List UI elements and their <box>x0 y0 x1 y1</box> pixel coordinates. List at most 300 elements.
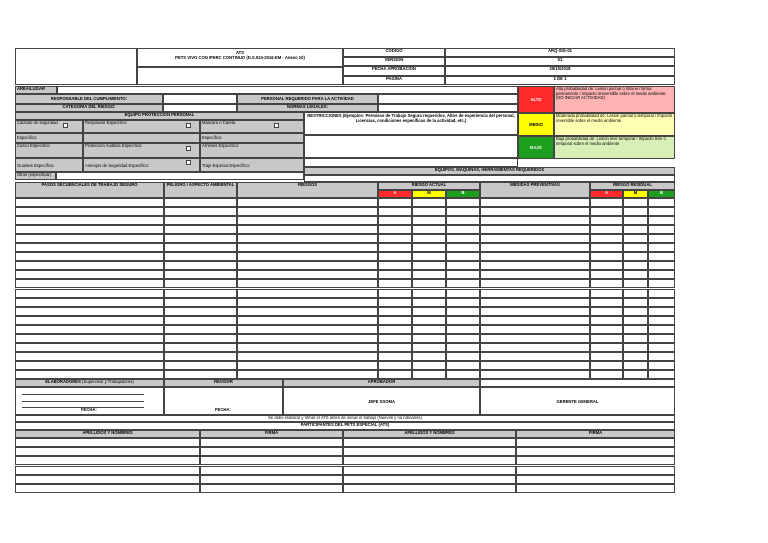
table-cell[interactable] <box>237 216 378 225</box>
table-cell[interactable] <box>412 298 446 307</box>
categoria-value[interactable] <box>163 104 237 112</box>
participant-cell[interactable] <box>15 438 200 447</box>
table-cell[interactable] <box>590 343 623 352</box>
elaboradores-sign-line-1 <box>22 394 144 395</box>
table-cell[interactable] <box>446 334 480 343</box>
table-cell[interactable] <box>648 343 675 352</box>
table-cell[interactable] <box>446 307 480 316</box>
table-cell[interactable] <box>623 352 648 361</box>
table-cell[interactable] <box>480 270 590 279</box>
table-cell[interactable] <box>15 279 164 288</box>
table-cell[interactable] <box>237 370 378 379</box>
epp-cell <box>200 158 304 172</box>
table-cell[interactable] <box>623 316 648 325</box>
table-cell[interactable] <box>623 261 648 270</box>
part-header-apellidos-1: APELLIDOS Y NOMBRES <box>15 430 200 438</box>
table-cell[interactable] <box>590 298 623 307</box>
table-cell[interactable] <box>648 243 675 252</box>
table-cell[interactable] <box>164 316 237 325</box>
table-cell[interactable] <box>446 207 480 216</box>
table-cell[interactable] <box>164 334 237 343</box>
table-cell[interactable] <box>237 361 378 370</box>
area-value[interactable] <box>57 86 518 94</box>
header-medidas: MEDIDAS PREVENTIVAS <box>480 182 590 198</box>
table-cell[interactable] <box>480 198 590 207</box>
table-cell[interactable] <box>412 361 446 370</box>
restricciones-value-2[interactable] <box>304 158 518 167</box>
form-title-blank <box>137 67 343 85</box>
table-cell[interactable] <box>15 361 164 370</box>
table-cell[interactable] <box>164 225 237 234</box>
risk-alto-badge: ALTO <box>518 86 554 113</box>
table-cell[interactable] <box>164 307 237 316</box>
fecha-aprobacion-value: 25/10/2018 <box>445 66 675 76</box>
table-cell[interactable] <box>590 361 623 370</box>
table-cell[interactable] <box>590 225 623 234</box>
epp-item-anteojos: Anteojos de Seguridad Específico: <box>85 163 150 168</box>
table-cell[interactable] <box>623 216 648 225</box>
table-cell[interactable] <box>623 198 648 207</box>
table-cell[interactable] <box>446 225 480 234</box>
table-cell[interactable] <box>378 307 412 316</box>
table-cell[interactable] <box>412 343 446 352</box>
table-cell[interactable] <box>237 289 378 298</box>
restricciones-label: RESTRICCIONES (Ejemplos: Permisos de Trabajo Seguro requeridos, Altos de experiencia del personal, Licencias, condiciones específicas de la actividad, etc.) <box>304 112 518 135</box>
table-cell[interactable] <box>590 316 623 325</box>
participant-cell[interactable] <box>343 484 516 493</box>
table-cell[interactable] <box>412 307 446 316</box>
table-cell[interactable] <box>648 216 675 225</box>
table-cell[interactable] <box>237 234 378 243</box>
table-cell[interactable] <box>480 370 590 379</box>
table-cell[interactable] <box>412 243 446 252</box>
epp-item-especifico-1: Específico: <box>17 135 38 140</box>
table-cell[interactable] <box>623 325 648 334</box>
actual-col-b: B <box>446 190 480 198</box>
revisor-header: REVISOR <box>164 379 283 387</box>
table-cell[interactable] <box>164 270 237 279</box>
table-cell[interactable] <box>378 225 412 234</box>
table-cell[interactable] <box>480 207 590 216</box>
table-cell[interactable] <box>237 343 378 352</box>
table-cell[interactable] <box>15 289 164 298</box>
table-cell[interactable] <box>590 198 623 207</box>
table-cell[interactable] <box>412 325 446 334</box>
risk-medio-badge: MEDIO <box>518 113 554 136</box>
participant-cell[interactable] <box>343 475 516 484</box>
table-cell[interactable] <box>623 243 648 252</box>
table-cell[interactable] <box>378 207 412 216</box>
table-cell[interactable] <box>378 343 412 352</box>
table-cell[interactable] <box>480 316 590 325</box>
participant-cell[interactable] <box>516 475 675 484</box>
table-cell[interactable] <box>378 270 412 279</box>
table-cell[interactable] <box>446 261 480 270</box>
table-cell[interactable] <box>590 234 623 243</box>
header-riesgo-actual: RIESGO ACTUAL <box>378 182 480 190</box>
otros-value[interactable] <box>56 172 304 180</box>
table-cell[interactable] <box>412 261 446 270</box>
table-cell[interactable] <box>164 361 237 370</box>
table-cell[interactable] <box>15 334 164 343</box>
table-cell[interactable] <box>15 343 164 352</box>
epp-cell <box>200 133 304 143</box>
epp-item-calzado: Calzado de seguridad <box>17 120 58 125</box>
table-cell[interactable] <box>623 270 648 279</box>
normas-label: NORMAS LEGALES: <box>237 104 378 112</box>
table-cell[interactable] <box>378 289 412 298</box>
participant-cell[interactable] <box>200 456 343 465</box>
personal-value[interactable] <box>378 94 518 104</box>
participant-cell[interactable] <box>15 484 200 493</box>
participant-cell[interactable] <box>343 438 516 447</box>
table-cell[interactable] <box>378 316 412 325</box>
table-cell[interactable] <box>446 316 480 325</box>
table-cell[interactable] <box>15 325 164 334</box>
table-cell[interactable] <box>15 316 164 325</box>
table-cell[interactable] <box>446 243 480 252</box>
restricciones-value[interactable] <box>304 135 518 158</box>
table-cell[interactable] <box>412 234 446 243</box>
table-cell[interactable] <box>15 198 164 207</box>
area-label: AREA/LUGAR <box>15 86 57 94</box>
table-cell[interactable] <box>446 234 480 243</box>
categoria-label: CATEGORIA DEL RIESGO: <box>15 104 163 112</box>
part-header-firma-1: FIRMA <box>200 430 343 438</box>
table-cell[interactable] <box>164 207 237 216</box>
table-cell[interactable] <box>480 361 590 370</box>
header-riesgo-residual: RIESGO RESIDUAL <box>590 182 675 190</box>
epp-item-guantes: Guantes Específico: <box>17 163 55 168</box>
table-cell[interactable] <box>412 225 446 234</box>
responsable-value[interactable] <box>163 94 237 104</box>
version-value: 01 <box>445 57 675 66</box>
table-cell[interactable] <box>378 352 412 361</box>
fecha-revisor: FECHA: <box>215 408 231 412</box>
checkbox-calzado[interactable] <box>63 123 68 128</box>
table-cell[interactable] <box>446 198 480 207</box>
table-cell[interactable] <box>623 334 648 343</box>
fecha-elaboradores: FECHA: <box>81 408 97 412</box>
participant-cell[interactable] <box>343 447 516 456</box>
table-cell[interactable] <box>378 279 412 288</box>
table-cell[interactable] <box>446 343 480 352</box>
epp-item-traje: Traje Especial Específico: <box>202 163 251 168</box>
table-cell[interactable] <box>623 279 648 288</box>
table-cell[interactable] <box>590 279 623 288</box>
table-cell[interactable] <box>237 334 378 343</box>
epp-item-mascara: Mascara o Careta <box>202 120 236 125</box>
participant-cell[interactable] <box>15 475 200 484</box>
table-cell[interactable] <box>480 216 590 225</box>
table-cell[interactable] <box>412 279 446 288</box>
table-cell[interactable] <box>15 307 164 316</box>
participant-cell[interactable] <box>343 456 516 465</box>
table-cell[interactable] <box>164 352 237 361</box>
table-cell[interactable] <box>446 352 480 361</box>
table-cell[interactable] <box>237 279 378 288</box>
table-cell[interactable] <box>15 270 164 279</box>
checkbox-auditiva[interactable] <box>186 146 191 151</box>
gerente-general[interactable]: GERENTE GENERAL <box>480 387 675 415</box>
participant-cell[interactable] <box>516 484 675 493</box>
table-cell[interactable] <box>623 234 648 243</box>
residual-col-m: M <box>623 190 648 198</box>
table-cell[interactable] <box>590 289 623 298</box>
table-cell[interactable] <box>164 216 237 225</box>
table-cell[interactable] <box>648 289 675 298</box>
participant-cell[interactable] <box>200 466 343 475</box>
normas-value[interactable] <box>378 104 518 112</box>
table-cell[interactable] <box>590 370 623 379</box>
epp-cell <box>200 143 304 158</box>
table-cell[interactable] <box>412 316 446 325</box>
table-cell[interactable] <box>378 216 412 225</box>
table-cell[interactable] <box>590 270 623 279</box>
table-cell[interactable] <box>648 352 675 361</box>
table-cell[interactable] <box>378 234 412 243</box>
table-cell[interactable] <box>446 325 480 334</box>
table-cell[interactable] <box>237 325 378 334</box>
table-cell[interactable] <box>480 289 590 298</box>
table-cell[interactable] <box>590 307 623 316</box>
table-cell[interactable] <box>480 261 590 270</box>
table-cell[interactable] <box>164 343 237 352</box>
table-cell[interactable] <box>648 252 675 261</box>
table-cell[interactable] <box>412 352 446 361</box>
table-cell[interactable] <box>648 279 675 288</box>
table-cell[interactable] <box>446 289 480 298</box>
table-cell[interactable] <box>237 198 378 207</box>
table-cell[interactable] <box>623 289 648 298</box>
table-cell[interactable] <box>648 270 675 279</box>
residual-col-b: B <box>648 190 675 198</box>
elaboradores-sign-line-2 <box>22 401 144 402</box>
table-cell[interactable] <box>480 252 590 261</box>
table-cell[interactable] <box>590 334 623 343</box>
participant-cell[interactable] <box>200 484 343 493</box>
table-cell[interactable] <box>480 225 590 234</box>
table-cell[interactable] <box>446 252 480 261</box>
table-cell[interactable] <box>648 198 675 207</box>
table-cell[interactable] <box>590 207 623 216</box>
epp-cell <box>15 172 56 180</box>
table-cell[interactable] <box>480 298 590 307</box>
table-cell[interactable] <box>623 343 648 352</box>
table-cell[interactable] <box>623 252 648 261</box>
table-cell[interactable] <box>648 370 675 379</box>
table-cell[interactable] <box>15 252 164 261</box>
elaboradores-label: ELABORADORES <box>45 379 81 384</box>
table-cell[interactable] <box>480 234 590 243</box>
responsable-label: RESPONSABLE DEL CUMPLIMIENTO: <box>15 94 163 104</box>
checkbox-anteojos[interactable] <box>186 160 191 165</box>
version-label: VERSION <box>343 57 445 66</box>
jefe-ssoma[interactable]: JEFE SSOMA <box>283 387 480 415</box>
table-cell[interactable] <box>648 225 675 234</box>
table-cell[interactable] <box>164 243 237 252</box>
table-cell[interactable] <box>164 198 237 207</box>
table-cell[interactable] <box>590 325 623 334</box>
checkbox-mascara[interactable] <box>274 123 279 128</box>
table-cell[interactable] <box>412 216 446 225</box>
table-cell[interactable] <box>378 334 412 343</box>
table-cell[interactable] <box>480 279 590 288</box>
table-cell[interactable] <box>648 361 675 370</box>
table-cell[interactable] <box>412 207 446 216</box>
risk-bajo-description: Baja probabilidad de: Lesion leve temporal / Impacto leve o temporal sobre el medio ambiente <box>554 136 675 159</box>
table-cell[interactable] <box>237 270 378 279</box>
table-cell[interactable] <box>164 370 237 379</box>
table-cell[interactable] <box>623 225 648 234</box>
participant-cell[interactable] <box>516 447 675 456</box>
epp-item-respirador: Respirador Específico: <box>85 120 128 125</box>
epp-cell <box>15 133 83 143</box>
table-cell[interactable] <box>378 252 412 261</box>
table-cell[interactable] <box>590 352 623 361</box>
table-cell[interactable] <box>237 307 378 316</box>
table-cell[interactable] <box>446 370 480 379</box>
table-cell[interactable] <box>446 298 480 307</box>
table-cell[interactable] <box>237 243 378 252</box>
participant-cell[interactable] <box>200 475 343 484</box>
table-cell[interactable] <box>237 225 378 234</box>
table-cell[interactable] <box>623 370 648 379</box>
epp-cell <box>83 133 200 143</box>
table-cell[interactable] <box>623 298 648 307</box>
table-cell[interactable] <box>412 334 446 343</box>
participant-cell[interactable] <box>15 466 200 475</box>
participant-cell[interactable] <box>516 466 675 475</box>
epp-item-auditiva: Protección Auditiva Específico: <box>85 143 143 148</box>
elaboradores-header <box>15 379 164 387</box>
table-cell[interactable] <box>237 352 378 361</box>
fecha-aprobacion-label: FECHA APROBACION <box>343 66 445 76</box>
table-cell[interactable] <box>590 216 623 225</box>
table-cell[interactable] <box>480 343 590 352</box>
table-cell[interactable] <box>648 298 675 307</box>
table-cell[interactable] <box>480 307 590 316</box>
table-cell[interactable] <box>623 307 648 316</box>
table-cell[interactable] <box>378 298 412 307</box>
table-cell[interactable] <box>15 225 164 234</box>
table-cell[interactable] <box>480 334 590 343</box>
table-cell[interactable] <box>378 261 412 270</box>
equipos-label: EQUIPOS, MAQUINAS, HERRAMIENTAS REQUERIDOS <box>304 167 675 175</box>
table-cell[interactable] <box>15 261 164 270</box>
participant-cell[interactable] <box>200 438 343 447</box>
header-pasos: PASOS SECUENCIALES DE TRABAJO SEGURO <box>15 182 164 198</box>
table-cell[interactable] <box>15 216 164 225</box>
table-cell[interactable] <box>648 234 675 243</box>
table-cell[interactable] <box>164 261 237 270</box>
participant-cell[interactable] <box>516 438 675 447</box>
personal-label: PERSONAL REQUERIDO PARA LA ACTIVIDAD <box>237 94 378 104</box>
table-cell[interactable] <box>648 207 675 216</box>
table-cell[interactable] <box>164 252 237 261</box>
participant-cell[interactable] <box>15 456 200 465</box>
table-cell[interactable] <box>648 316 675 325</box>
table-cell[interactable] <box>590 243 623 252</box>
table-cell[interactable] <box>412 270 446 279</box>
table-cell[interactable] <box>648 261 675 270</box>
epp-cell <box>15 143 83 158</box>
equipos-value[interactable] <box>304 175 675 182</box>
form-title: ATS <box>235 50 245 55</box>
table-cell[interactable] <box>623 207 648 216</box>
table-cell[interactable] <box>446 279 480 288</box>
table-cell[interactable] <box>446 270 480 279</box>
table-cell[interactable] <box>15 243 164 252</box>
epp-cell <box>200 120 304 133</box>
elaboradores-note: (Supervisor y Trabajadores) <box>82 379 134 384</box>
codigo-value: ARQ-SIG-01 <box>445 48 675 57</box>
table-cell[interactable] <box>412 289 446 298</box>
table-cell[interactable] <box>164 298 237 307</box>
table-cell[interactable] <box>378 325 412 334</box>
part-header-apellidos-2: APELLIDOS Y NOMBRES <box>343 430 516 438</box>
table-cell[interactable] <box>164 279 237 288</box>
header-peligro: PELIGRO / ASPECTO AMBIENTAL <box>164 182 237 198</box>
logo-cell <box>15 48 137 85</box>
table-cell[interactable] <box>15 207 164 216</box>
table-cell[interactable] <box>412 370 446 379</box>
table-cell[interactable] <box>15 352 164 361</box>
table-cell[interactable] <box>378 198 412 207</box>
participant-cell[interactable] <box>200 447 343 456</box>
table-cell[interactable] <box>480 325 590 334</box>
table-cell[interactable] <box>237 298 378 307</box>
table-cell[interactable] <box>164 289 237 298</box>
table-cell[interactable] <box>648 325 675 334</box>
table-cell[interactable] <box>237 207 378 216</box>
table-cell[interactable] <box>237 316 378 325</box>
table-cell[interactable] <box>15 370 164 379</box>
checkbox-respirador[interactable] <box>186 123 191 128</box>
table-cell[interactable] <box>590 261 623 270</box>
table-cell[interactable] <box>446 216 480 225</box>
table-cell[interactable] <box>164 325 237 334</box>
participant-cell[interactable] <box>15 447 200 456</box>
table-cell[interactable] <box>480 352 590 361</box>
table-cell[interactable] <box>378 370 412 379</box>
participant-cell[interactable] <box>343 466 516 475</box>
table-cell[interactable] <box>590 252 623 261</box>
table-cell[interactable] <box>378 361 412 370</box>
table-cell[interactable] <box>237 252 378 261</box>
table-cell[interactable] <box>15 234 164 243</box>
table-cell[interactable] <box>623 361 648 370</box>
table-cell[interactable] <box>480 243 590 252</box>
participant-cell[interactable] <box>516 456 675 465</box>
table-cell[interactable] <box>15 298 164 307</box>
table-cell[interactable] <box>412 198 446 207</box>
actual-col-a: A <box>378 190 412 198</box>
form-subtitle: PETS VIVO CON IPERC CONTINUO (D.S.024-2016-EM - Anexo 10) <box>175 54 305 60</box>
epp-cell <box>83 158 200 172</box>
table-cell[interactable] <box>164 234 237 243</box>
table-cell[interactable] <box>446 361 480 370</box>
epp-cell <box>15 120 83 133</box>
table-cell[interactable] <box>412 252 446 261</box>
table-cell[interactable] <box>378 243 412 252</box>
table-cell[interactable] <box>237 261 378 270</box>
epp-item-especifico-2: Específico: <box>202 135 223 140</box>
table-cell[interactable] <box>648 307 675 316</box>
form-title-cell <box>137 48 343 67</box>
pagina-label: PAGINA <box>343 76 445 85</box>
table-cell[interactable] <box>648 334 675 343</box>
